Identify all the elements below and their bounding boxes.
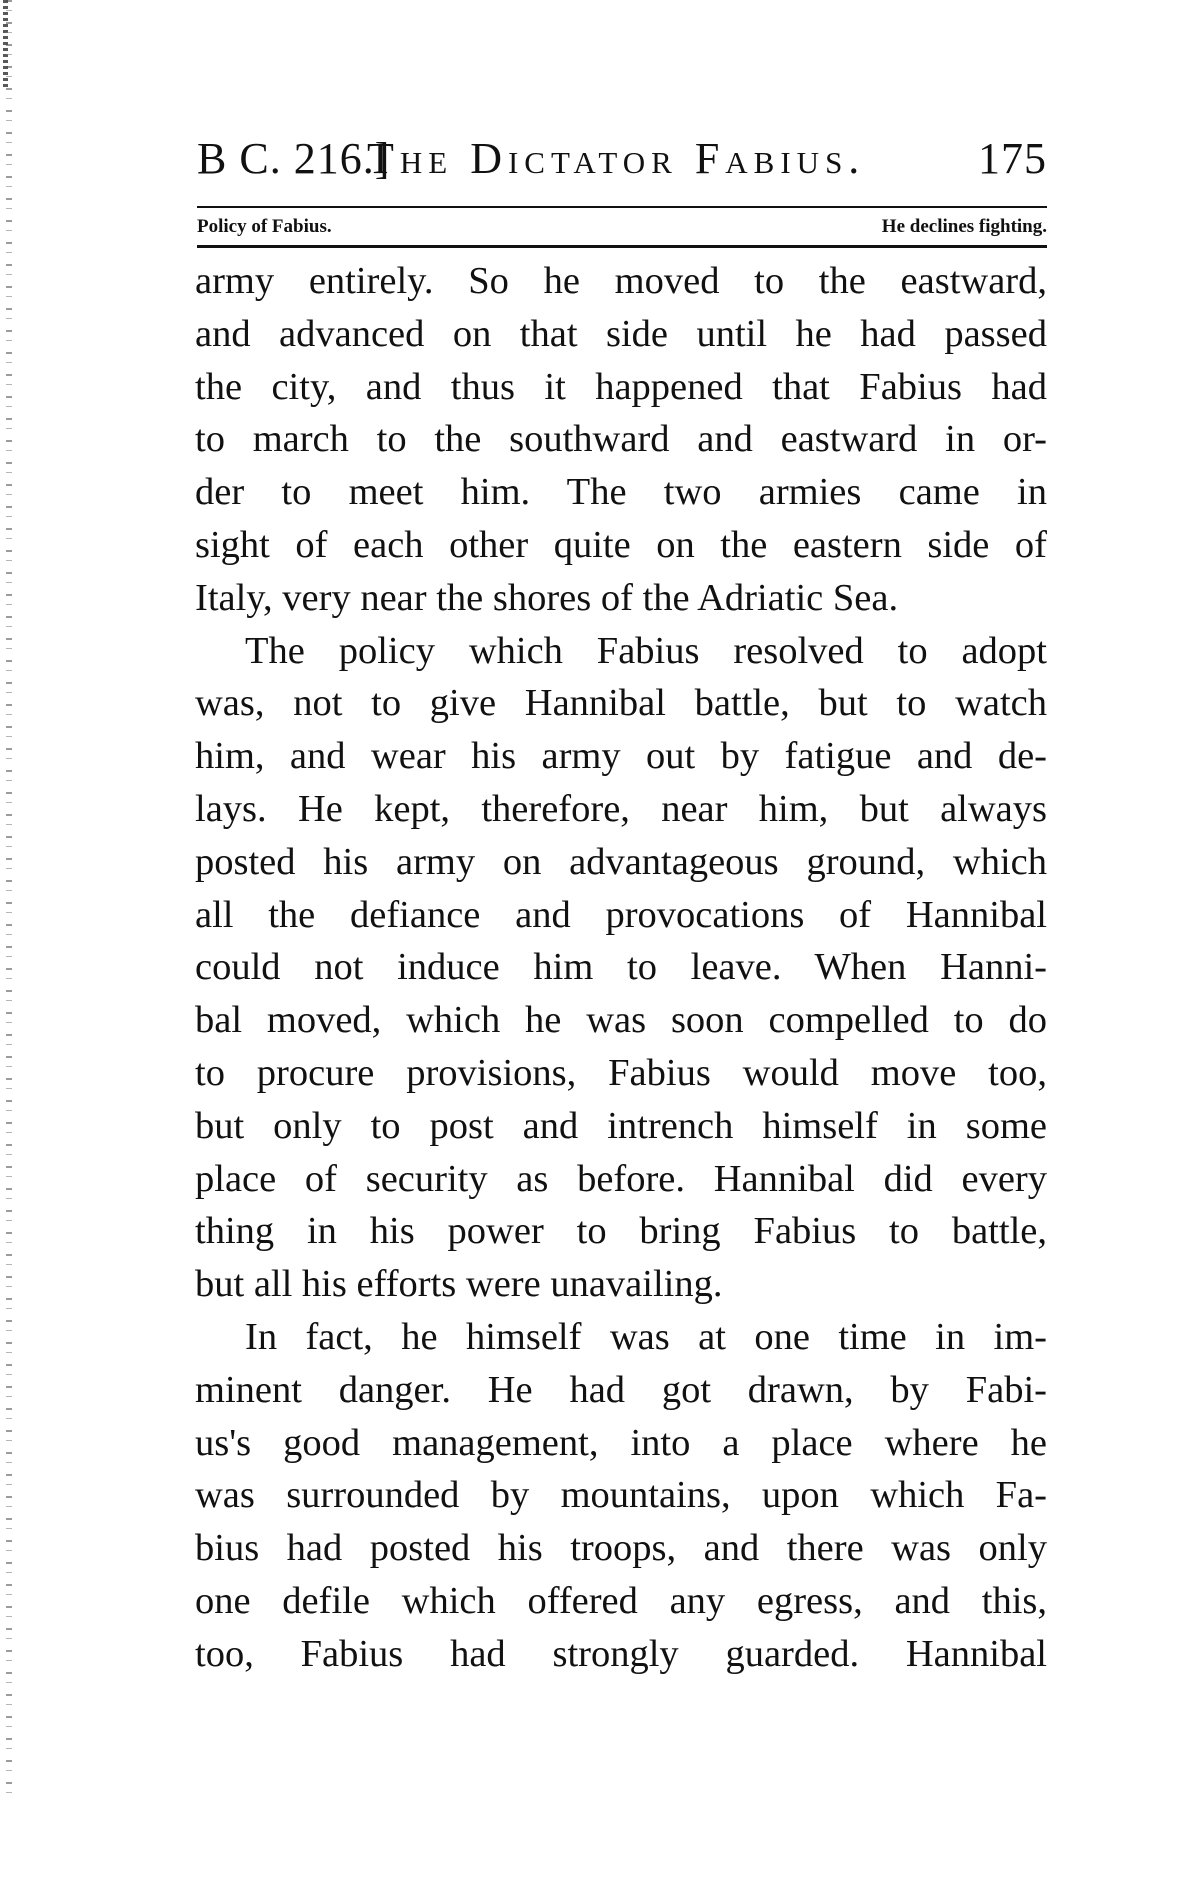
header-title: The Dictator Fabius. <box>367 134 866 183</box>
text-line: thing in his power to bring Fabius to battle, <box>195 1210 1047 1253</box>
text-line: too, Fabius had strongly guarded. Hannibal <box>195 1632 1047 1675</box>
text-line: could not induce him to leave. When Hanni- <box>195 946 1047 989</box>
side-heading-right: He declines fighting. <box>881 216 1047 237</box>
header-date: B C. 216.] <box>197 134 391 183</box>
text-line: posted his army on advantageous ground, which <box>195 840 1047 883</box>
text-line: and advanced on that side until he had passed <box>195 312 1047 355</box>
text-line: was, not to give Hannibal battle, but to watch <box>195 682 1047 725</box>
text-line: us's good management, into a place where he <box>195 1421 1047 1464</box>
text-line: Italy, very near the shores of the Adriatic Sea. <box>195 576 899 619</box>
text-line: was surrounded by mountains, upon which Fa- <box>195 1474 1047 1517</box>
text-line: one defile which offered any egress, and this, <box>195 1579 1047 1622</box>
text-line: to march to the southward and eastward in or- <box>195 418 1047 461</box>
text-line: to procure provisions, Fabius would move too, <box>195 1051 1047 1094</box>
text-line: sight of each other quite on the eastern side of <box>195 523 1047 566</box>
subheading-rule <box>197 245 1047 248</box>
text-line: the city, and thus it happened that Fabius had <box>195 365 1047 408</box>
body-text <box>195 255 1047 1681</box>
header-rule <box>197 206 1047 208</box>
text-line: In fact, he himself was at one time in im- <box>245 1315 1047 1358</box>
scan-binding-edge <box>6 0 12 1800</box>
text-line: der to meet him. The two armies came in <box>195 471 1047 514</box>
text-line: minent danger. He had got drawn, by Fabi- <box>195 1368 1047 1411</box>
text-line: all the defiance and provocations of Hannibal <box>195 893 1047 936</box>
text-line: The policy which Fabius resolved to adopt <box>245 629 1047 672</box>
paragraph <box>195 625 1047 1311</box>
text-line: but all his efforts were unavailing. <box>195 1263 723 1306</box>
text-line: place of security as before. Hannibal did every <box>195 1157 1047 1200</box>
side-heading-left: Policy of Fabius. <box>197 216 332 237</box>
text-line: bius had posted his troops, and there was only <box>195 1527 1047 1570</box>
paragraph <box>195 1311 1047 1681</box>
running-header <box>197 133 1047 193</box>
text-line: him, and wear his army out by fatigue and de- <box>195 735 1047 778</box>
text-line: but only to post and intrench himself in some <box>195 1104 1047 1147</box>
text-line: army entirely. So he moved to the eastward, <box>195 260 1047 302</box>
page-number: 175 <box>978 134 1047 183</box>
text-line: bal moved, which he was soon compelled to do <box>195 999 1047 1042</box>
text-line: lays. He kept, therefore, near him, but always <box>195 787 1047 830</box>
paragraph <box>195 255 1047 625</box>
